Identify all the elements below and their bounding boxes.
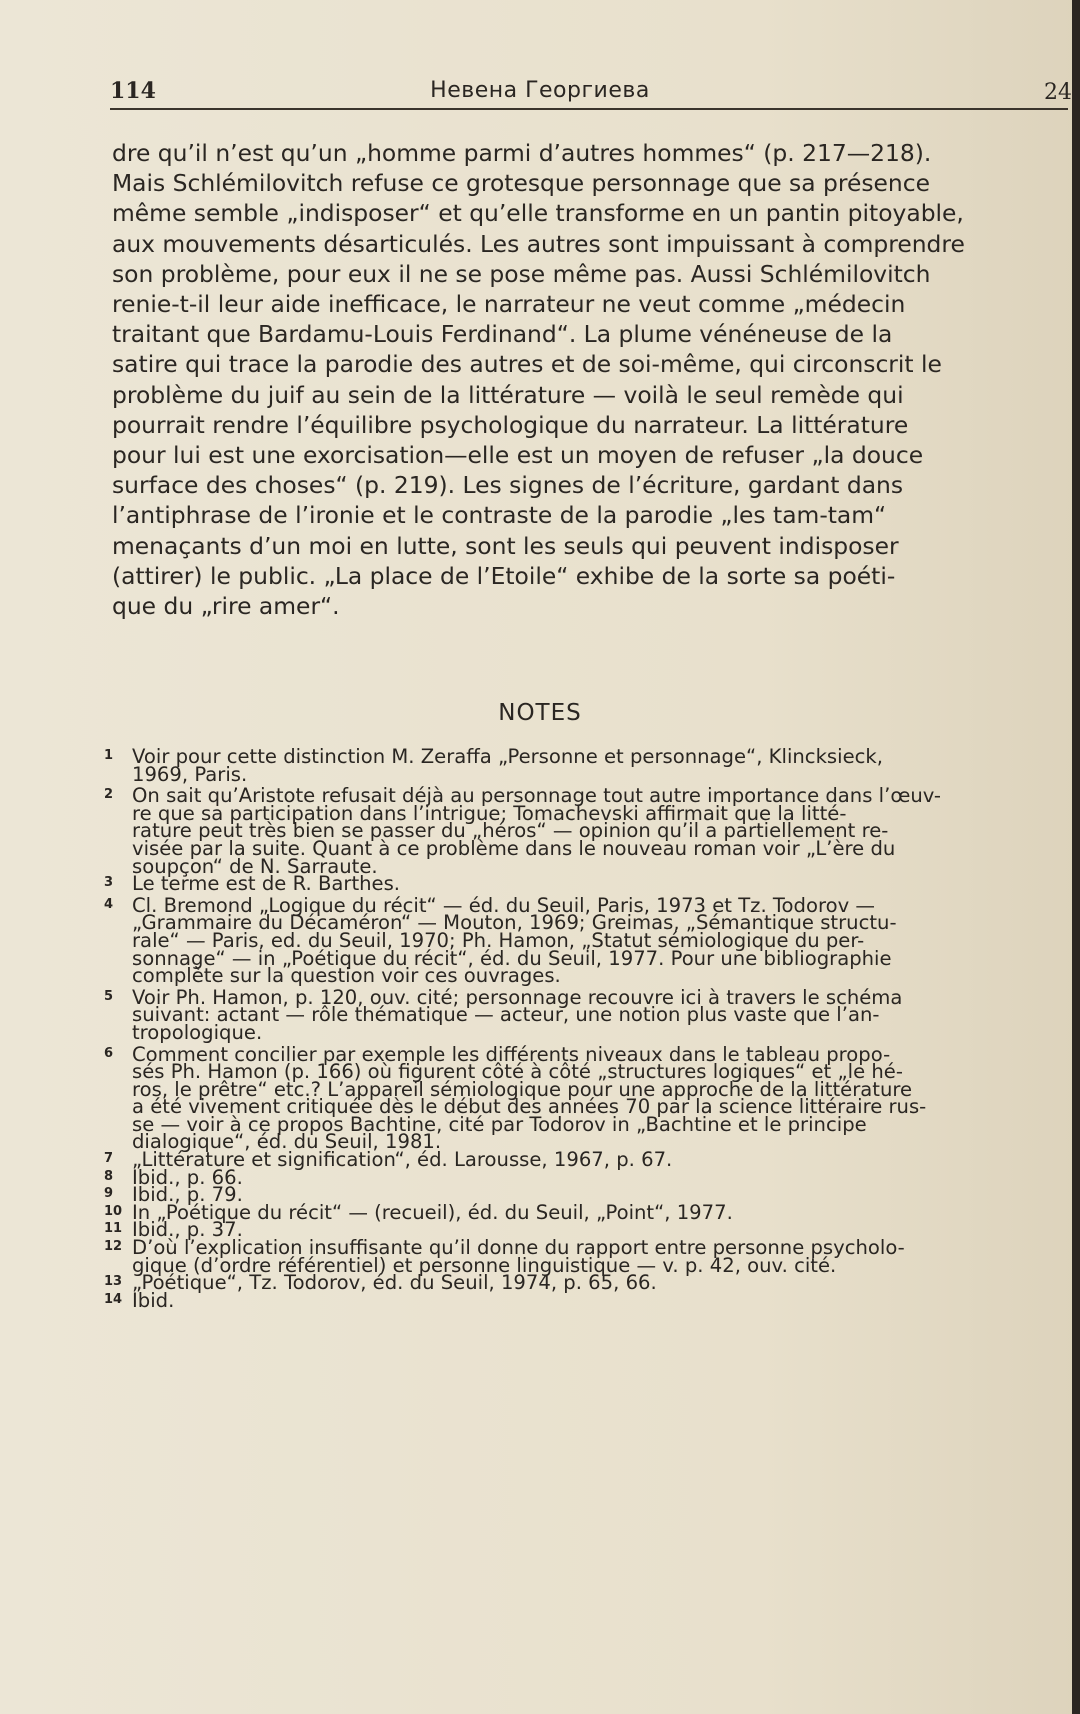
footnote <box>104 1042 1062 1154</box>
footnote-line: Voir pour cette distinction M. Zeraffa „Personne et personnage“, Klincksieck, <box>132 745 883 768</box>
footnote-number: 1 <box>104 748 114 763</box>
footnote-line: suivant: actant — rôle thématique — acteur, une notion plus vaste que l’an- <box>132 1003 880 1027</box>
page-header <box>0 72 1080 112</box>
footnote-line: visée par la suite. Quant à ce problème dans le nouveau roman voir „L’ère du <box>132 836 896 860</box>
body-line: aux mouvements désarticulés. Les autres sont impuissant à comprendre <box>112 229 965 258</box>
footnote-line: gique (d’ordre référentiel) et personne linguistique — v. p. 42, ouv. cité. <box>132 1253 837 1277</box>
footnote <box>104 1288 1062 1312</box>
body-line: Mais Schlémilovitch refuse ce grotesque personnage que sa présence <box>112 169 930 198</box>
footnote <box>104 1271 1062 1295</box>
body-paragraph <box>112 138 1068 621</box>
footnote-line: soupçon“ de N. Sarraute. <box>132 854 378 878</box>
body-line: menaçants d’un moi en lutte, sont les seuls qui peuvent indisposer <box>112 531 899 560</box>
header-rule <box>110 108 1068 110</box>
footnote-line: „Littérature et signification“, éd. Larousse, 1967, p. 67. <box>132 1148 673 1172</box>
footnote-line: ros, le prêtre“ etc.? L’appareil sémiologique pour une approche de la littérature <box>132 1077 913 1101</box>
footnote-line: rale“ — Paris, ed. du Seuil, 1970; Ph. Hamon, „Statut sémiologique du per- <box>132 928 865 952</box>
notes-heading: NOTES <box>498 700 582 726</box>
footnote-number: 5 <box>104 988 114 1004</box>
body-line: renie-t-il leur aide inefficace, le narrateur ne veut comme „médecin <box>112 290 906 319</box>
running-head: Невена Георгиева <box>430 78 650 103</box>
footnote <box>104 1148 1062 1172</box>
body-line: (attirer) le public. „La place de l’Etoile“ exhibe de la sorte sa poéti- <box>112 561 896 590</box>
footnote-line: 1969, Paris. <box>132 762 248 786</box>
footnote-number: 13 <box>104 1274 123 1290</box>
binding-edge <box>1072 0 1080 1714</box>
footnote-number: 12 <box>104 1239 123 1255</box>
footnote-number: 6 <box>104 1045 114 1061</box>
footnote <box>104 985 1062 1044</box>
footnote-line: Comment concilier par exemple les différents niveaux dans le tableau propo- <box>132 1042 891 1066</box>
page-number: 114 <box>110 78 156 104</box>
footnote-line: Ibid., p. 66. <box>132 1165 243 1189</box>
footnote-line: a été vivement critiquée dès le début des années 70 par la science littéraire rus- <box>132 1095 927 1119</box>
footnote-number: 14 <box>104 1291 123 1307</box>
body-line: l’antiphrase de l’ironie et le contraste de la parodie „les tam-tam“ <box>112 501 887 530</box>
body-line: pourrait rendre l’équilibre psychologique du narrateur. La littérature <box>112 410 909 439</box>
footnote-line: Le terme est de R. Barthes. <box>132 872 401 896</box>
footnote-line: sonnage“ — in „Poétique du récit“, éd. du Seuil, 1977. Pour une bibliographie <box>132 946 892 970</box>
footnote-number: 9 <box>104 1186 114 1202</box>
footnote-line: rature peut très bien se passer du „héros“ — opinion qu’il a partiellement re- <box>132 819 889 843</box>
footnote <box>104 872 1062 896</box>
footnote-line: dialogique“, éd. du Seuil, 1981. <box>132 1130 442 1154</box>
footnote-line: On sait qu’Aristote refusait déjà au personnage tout autre importance dans l’œuv- <box>132 784 941 808</box>
footnote-line: tropologique. <box>132 1020 263 1044</box>
body-line: que du „rire amer“. <box>112 592 340 621</box>
footnote-line: „Poétique“, Tz. Todorov, éd. du Seuil, 1974, p. 65, 66. <box>132 1271 657 1295</box>
edge-mark: 24 <box>1044 80 1072 105</box>
body-line: dre qu’il n’est qu’un „homme parmi d’autres hommes“ (p. 217—218). <box>112 139 932 167</box>
footnote <box>104 1200 1062 1224</box>
footnote <box>104 1236 1062 1277</box>
footnote-number: 2 <box>104 787 114 803</box>
footnote-line: Ibid. <box>132 1288 175 1312</box>
footnote-number: 4 <box>104 896 114 912</box>
body-line: satire qui trace la parodie des autres et de soi-même, qui circonscrit le <box>112 350 942 379</box>
footnote-number: 3 <box>104 875 114 891</box>
footnote-line: re que sa participation dans l’intrigue; Tomachevski affirmait que la litté- <box>132 801 847 825</box>
footnote-line: D’où l’explication insuffisante qu’il donne du rapport entre personne psycholo- <box>132 1236 905 1260</box>
footnotes <box>104 745 1062 1312</box>
footnote <box>104 745 1062 786</box>
footnote-line: Voir Ph. Hamon, p. 120, ouv. cité; personnage recouvre ici à travers le schéma <box>132 985 903 1009</box>
footnote-number: 8 <box>104 1168 114 1184</box>
footnote-line: In „Poétique du récit“ — (recueil), éd. du Seuil, „Point“, 1977. <box>132 1200 733 1224</box>
body-line: surface des choses“ (p. 219). Les signes de l’écriture, gardant dans <box>112 471 904 500</box>
body-line: traitant que Bardamu-Louis Ferdinand“. La plume vénéneuse de la <box>112 320 893 349</box>
footnote-line: Ibid., p. 79. <box>132 1183 243 1207</box>
body-line: pour lui est une exorcisation—elle est un moyen de refuser „la douce <box>112 441 924 470</box>
footnote-line: sés Ph. Hamon (p. 166) où figurent côté à côté „structures logiques“ et „le hé- <box>132 1060 903 1084</box>
footnote-line: Ibid., p. 37. <box>132 1218 243 1242</box>
body-line: problème du juif au sein de la littérature — voilà le seul remède qui <box>112 380 904 409</box>
body-line: son problème, pour eux il ne se pose même pas. Aussi Schlémilovitch <box>112 259 931 288</box>
footnote-number: 10 <box>104 1203 123 1219</box>
footnote-line: se — voir à ce propos Bachtine, cité par Todorov in „Bachtine et le principe <box>132 1112 867 1136</box>
footnote-number: 7 <box>104 1151 114 1167</box>
body-line: même semble „indisposer“ et qu’elle transforme en un pantin pitoyable, <box>112 199 964 228</box>
footnote-line: complète sur la question voir ces ouvrages. <box>132 964 561 988</box>
footnote-line: „Grammaire du Décaméron“ — Mouton, 1969; Greimas, „Sémantique structu- <box>132 911 897 935</box>
footnote <box>104 893 1062 988</box>
footnote <box>104 784 1062 878</box>
footnote <box>104 1165 1062 1189</box>
footnote-line: Cl. Bremond „Logique du récit“ — éd. du Seuil, Paris, 1973 et Tz. Todorov — <box>132 893 876 917</box>
footnote-number: 11 <box>104 1221 123 1237</box>
